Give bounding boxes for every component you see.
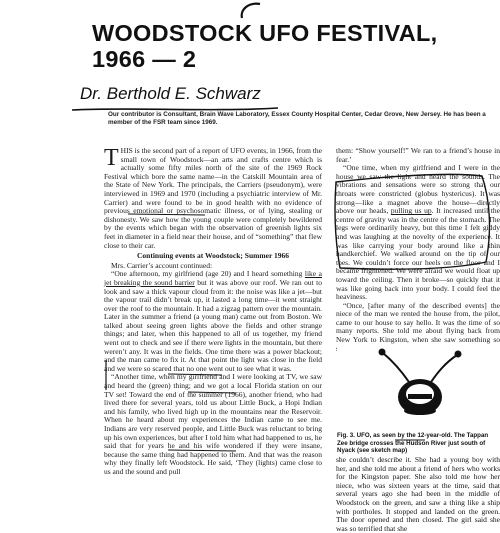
paragraph: she couldn’t describe it. She had a young boy with her, and she told me about a friend of hers who works for the Kingston paper. She also told me how her niece, who was sixteen years at the time, said that several years ago she had been in the middle of Woodstock on the green, and saw a thing like a ship with portholes. It stopped and landed on the green. The door opened and then closed. The girl said she was so terrified that she bbox=[336, 455, 500, 533]
paragraph: “Another time, when my girlfriend and I were looking at TV, we saw and heard the (green) thing; and we got a local Florida station on our TV set! Toward the end of the summer (1966), another friend, who had lived there for several years, told us about Little Buck, a Hopi Indian and his family, who lived high up in the mountains near the Reservoir. When he heard about my experiences the Indian came to see me. Indians are very reserved people, and Little Buck was reluctant to bring up his own experiences, but after I told him what had happened to us, he said that for years he and his wife wondered if they were insane, because the same thing had happened to them. And that was the reason why they finally left Woodstock. He said, ‘They (lights) came close to us and the sound and pull bbox=[104, 372, 322, 476]
paragraph: THIS is the second part of a report of UFO events, in 1966, from the small town of Woodstock—an arts and crafts centre which is actually some fifty miles north of the site of the 1969 Rock Festival which bore the same name—in the Catskill Mountain area of the State of New York. The principals, the Carriers (pseudonym), were interviewed in 1969 and 1970 (including a psychiatric interview of Mr. Carrier) and were found to be in good health with no evidence of previous emotional or psychosomatic illness, or of lying, stealing or dishonesty. We saw how the young couple were completely bewildered by the events which began with the observation of greenish lights six feet in diameter in a field near their house, and of “something” that flew close to their car. bbox=[104, 145, 322, 250]
underlined-phrase: pulling us up bbox=[390, 206, 432, 216]
ufo-sketch-figure bbox=[337, 345, 500, 432]
right-column-continued bbox=[336, 456, 500, 533]
paragraph: “One afternoon, my girlfriend (age 20) and I heard something like a jet breaking the sound barrier but it was above our roof. We ran out to look and saw a thick vapour cloud from it: the noise was like a jet—but the vapour trail didn’t break up, it lasted a long time—it went straight over the roof to the mountain. It had a zigzag pattern over the mountain. Later in the summer a friend (a young man) came out from Boston. We talked about seeing green lights above the fields and other strange things; and later, when this happened to all of us together, my friend went out to check and see if there were lights in the mountain, but there weren’t any. It was in the fields. One time there was a power blackout; and the man came to fix it. At that point the light was close in the field and we were so scared that no one went out to see what it was. bbox=[104, 269, 322, 373]
right-column bbox=[336, 147, 500, 353]
article-title: WOODSTOCK UFO FESTIVAL, 1966 — 2 bbox=[92, 20, 438, 72]
figure-caption: Fig. 3. UFO, as seen by the 12-year-old. The Tappan Zee bridge crosses the Hudson River just south of Nyack (see sketch map) bbox=[337, 432, 489, 454]
section-subhead: Continuing events at Woodstock; Summer 1966 bbox=[136, 251, 290, 261]
contributor-note: Our contributor is Consultant, Brain Wave Laboratory, Essex County Hospital Center, Cedar Grove, New Jersey. He has been a member of the FSR team since 1969. bbox=[108, 111, 486, 126]
paragraph: them: “Show yourself!” We ran to a friend’s house in fear.’ bbox=[336, 146, 500, 164]
author-name: Dr. Berthold E. Schwarz bbox=[80, 84, 261, 103]
handwritten-mark bbox=[238, 0, 268, 22]
paragraph: “One time, when my girlfriend and I were in the house we saw the light and heard the sounds. The vibrations and sensations were so strong that our throats were constricted (globus hystericus). It was strong—like a magnet above the house—directly above our heads, pulling us up. It increased until the centre of gravity was in the centre of the stomach. The legs were ordinarily heavy, but this time I felt giddy and was laughing at the novelty of the experience. It was like carrying your body around like a thin handkerchief. We walked around on the tip of our toes. We couldn’t force our heels on the floor and I became frightened. We were afraid we would float up toward the ceiling. Then it broke—so quickly that it was like going back into your body. I could feel the heaviness. bbox=[336, 163, 500, 302]
left-column bbox=[104, 147, 322, 477]
paragraph: “Once, [after many of the described events] the niece of the man we rented the house from, the pilot, came to our house to say hello. It was the time of so many reports. She told me about flying back from New York to Kingston, when she saw something so bbox=[336, 300, 500, 345]
underlined-phrase: like a jet breaking the sound barrier bbox=[104, 269, 322, 287]
drop-cap: T bbox=[104, 145, 119, 171]
paragraph: Mrs. Carrier’s account continued: bbox=[111, 260, 213, 270]
